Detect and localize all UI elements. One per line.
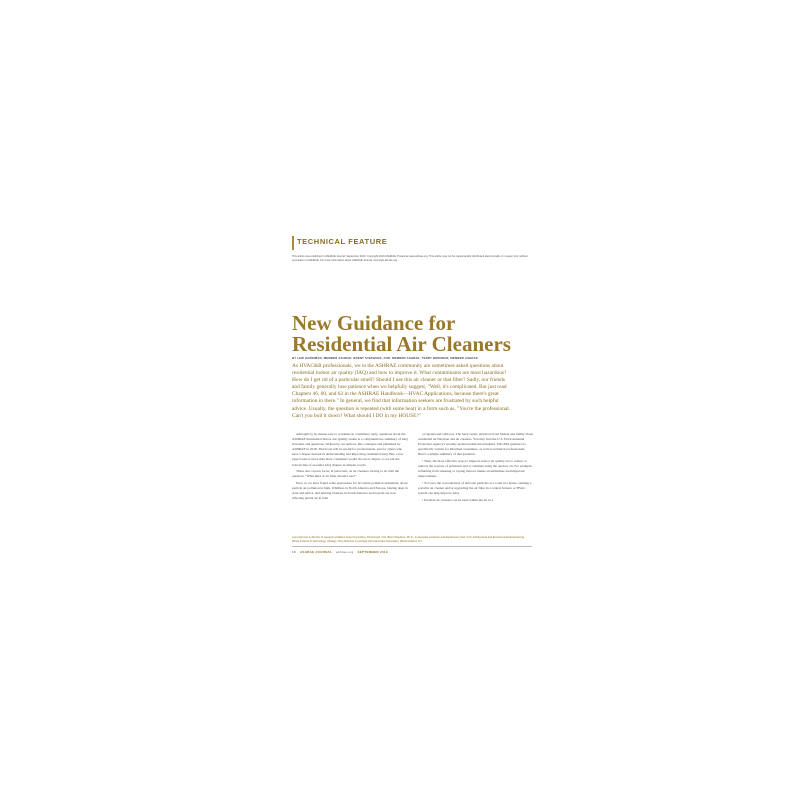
body-paragraph: • To lower the concentration of airborne particles at a room in a house, running a portable air cleaner and/or upgrading the air filter in a central furnace or HVAC system can help improve IAQ. — [418, 481, 532, 496]
author-bio: Lew Harriman is director of research at Mason-Grant Consulting, Portsmouth, N.H. Brent Stephens, Ph.D., is associate professor and department chair, Civil, Architectural and Environmental Engineering, Illinois Institute of Technology, Chicago. Terry Brennan is principal with Camroden Associates, Westmoreland, N.Y. — [292, 536, 525, 543]
body-paragraph: Now, so we have found some approaches for favorable pollution abatement, about particle air pollution in high, Wildfires in North America and Europe, blazing deep in Asia and Africa, and burning biomass in South America and beyond are now affecting global air in both — [292, 481, 408, 501]
body-column-right — [418, 432, 534, 505]
page-number: 18 — [292, 550, 296, 554]
body-paragraph: • Portable air cleaners can be used within the air in a — [422, 497, 494, 502]
article-intro: As HVAC&R professionals, we in the ASHRAE community are sometimes asked questions about residential indoor air quality (IAQ) and how to improve it. What contaminants are most hazardous? How do I get rid of a particular smell? Should I use this air cleaner or that filter? Sadly, our friends and family generally lose patience when we helpfully suggest, "Well, it's complicated. But just read Chapters 46, 60, and 62 in the ASHRAE Handbook—HVAC Applications, because there's great information in there." In general, we find that information seekers are frustrated by such helpful advice. Usually, the question is repeated (with some heat) in a form such as, "You're the professional. Can't you boil it down? What should I DO in my HOUSE?" — [292, 363, 511, 419]
issue-date: SEPTEMBER 2019 — [357, 550, 388, 554]
journal-name: ASHRAE JOURNAL — [299, 550, 333, 554]
body-paragraph: Although by no means easy to condense in a summary reply, questions about the ASHRAE Residential Indoor Air Quality Guide is a comprehensive summary of IAQ in homes and questions. Written by our authors, this colleague and published by ASHRAE in 2018. That book will be useful for professionals, and for others who have a deeper interest in understanding and improving residential IAQ. But, a few page books is more than most consumers would choose to digest, so we put the bottom-line of an entire IAQ chapter in simpler words. — [292, 432, 408, 467]
section-accent-rule — [292, 236, 294, 250]
body-paragraph: These new reports focus, in particular, on air cleaners, having to do with the question: "What kind of air filter should I use?" — [292, 469, 400, 479]
footer-divider — [292, 546, 532, 547]
journal-site: ashrae.org — [336, 550, 354, 554]
body-paragraph: • Then, the most effective ways to improve indoor air quality are to reduce or remove the sources of pollutants and to ventilate using the outdoor air. For example, refraining from smoking or vaping indoors makes an immediate and important improvement. — [418, 459, 533, 479]
page-footer — [292, 550, 532, 554]
article-byline: BY LEW HARRIMAN, MEMBER ASHRAE; BRENT STEPHENS, PHD, MEMBER ASHRAE; TERRY BRENNAN, MEMBER ASHRAE — [292, 356, 478, 360]
body-paragraph: occupants and outdoors. The IAQ rooms, and more from friends and family about residential air filtration and air cleaners. You may find the U.S. Environmental Protection Agency's recently updated publication helpful. This EPA guidance is specifically written for informed consumers, as well as technical professionals. Here's a simple summary of that guidance. — [418, 432, 534, 457]
article-title: New Guidance for Residential Air Cleaners — [292, 311, 511, 356]
body-column-left — [292, 432, 408, 503]
section-label: TECHNICAL FEATURE — [297, 237, 388, 246]
copyright-notice: This article was published in ASHRAE Journal, September 2019. Copyright 2019 ASHRAE. Posted at www.ashrae.org. This article may not be copied and/or distributed electronically or in paper form without permission of ASHRAE. For more information about ASHRAE Journal, visit www.ashrae.org. — [292, 255, 528, 262]
